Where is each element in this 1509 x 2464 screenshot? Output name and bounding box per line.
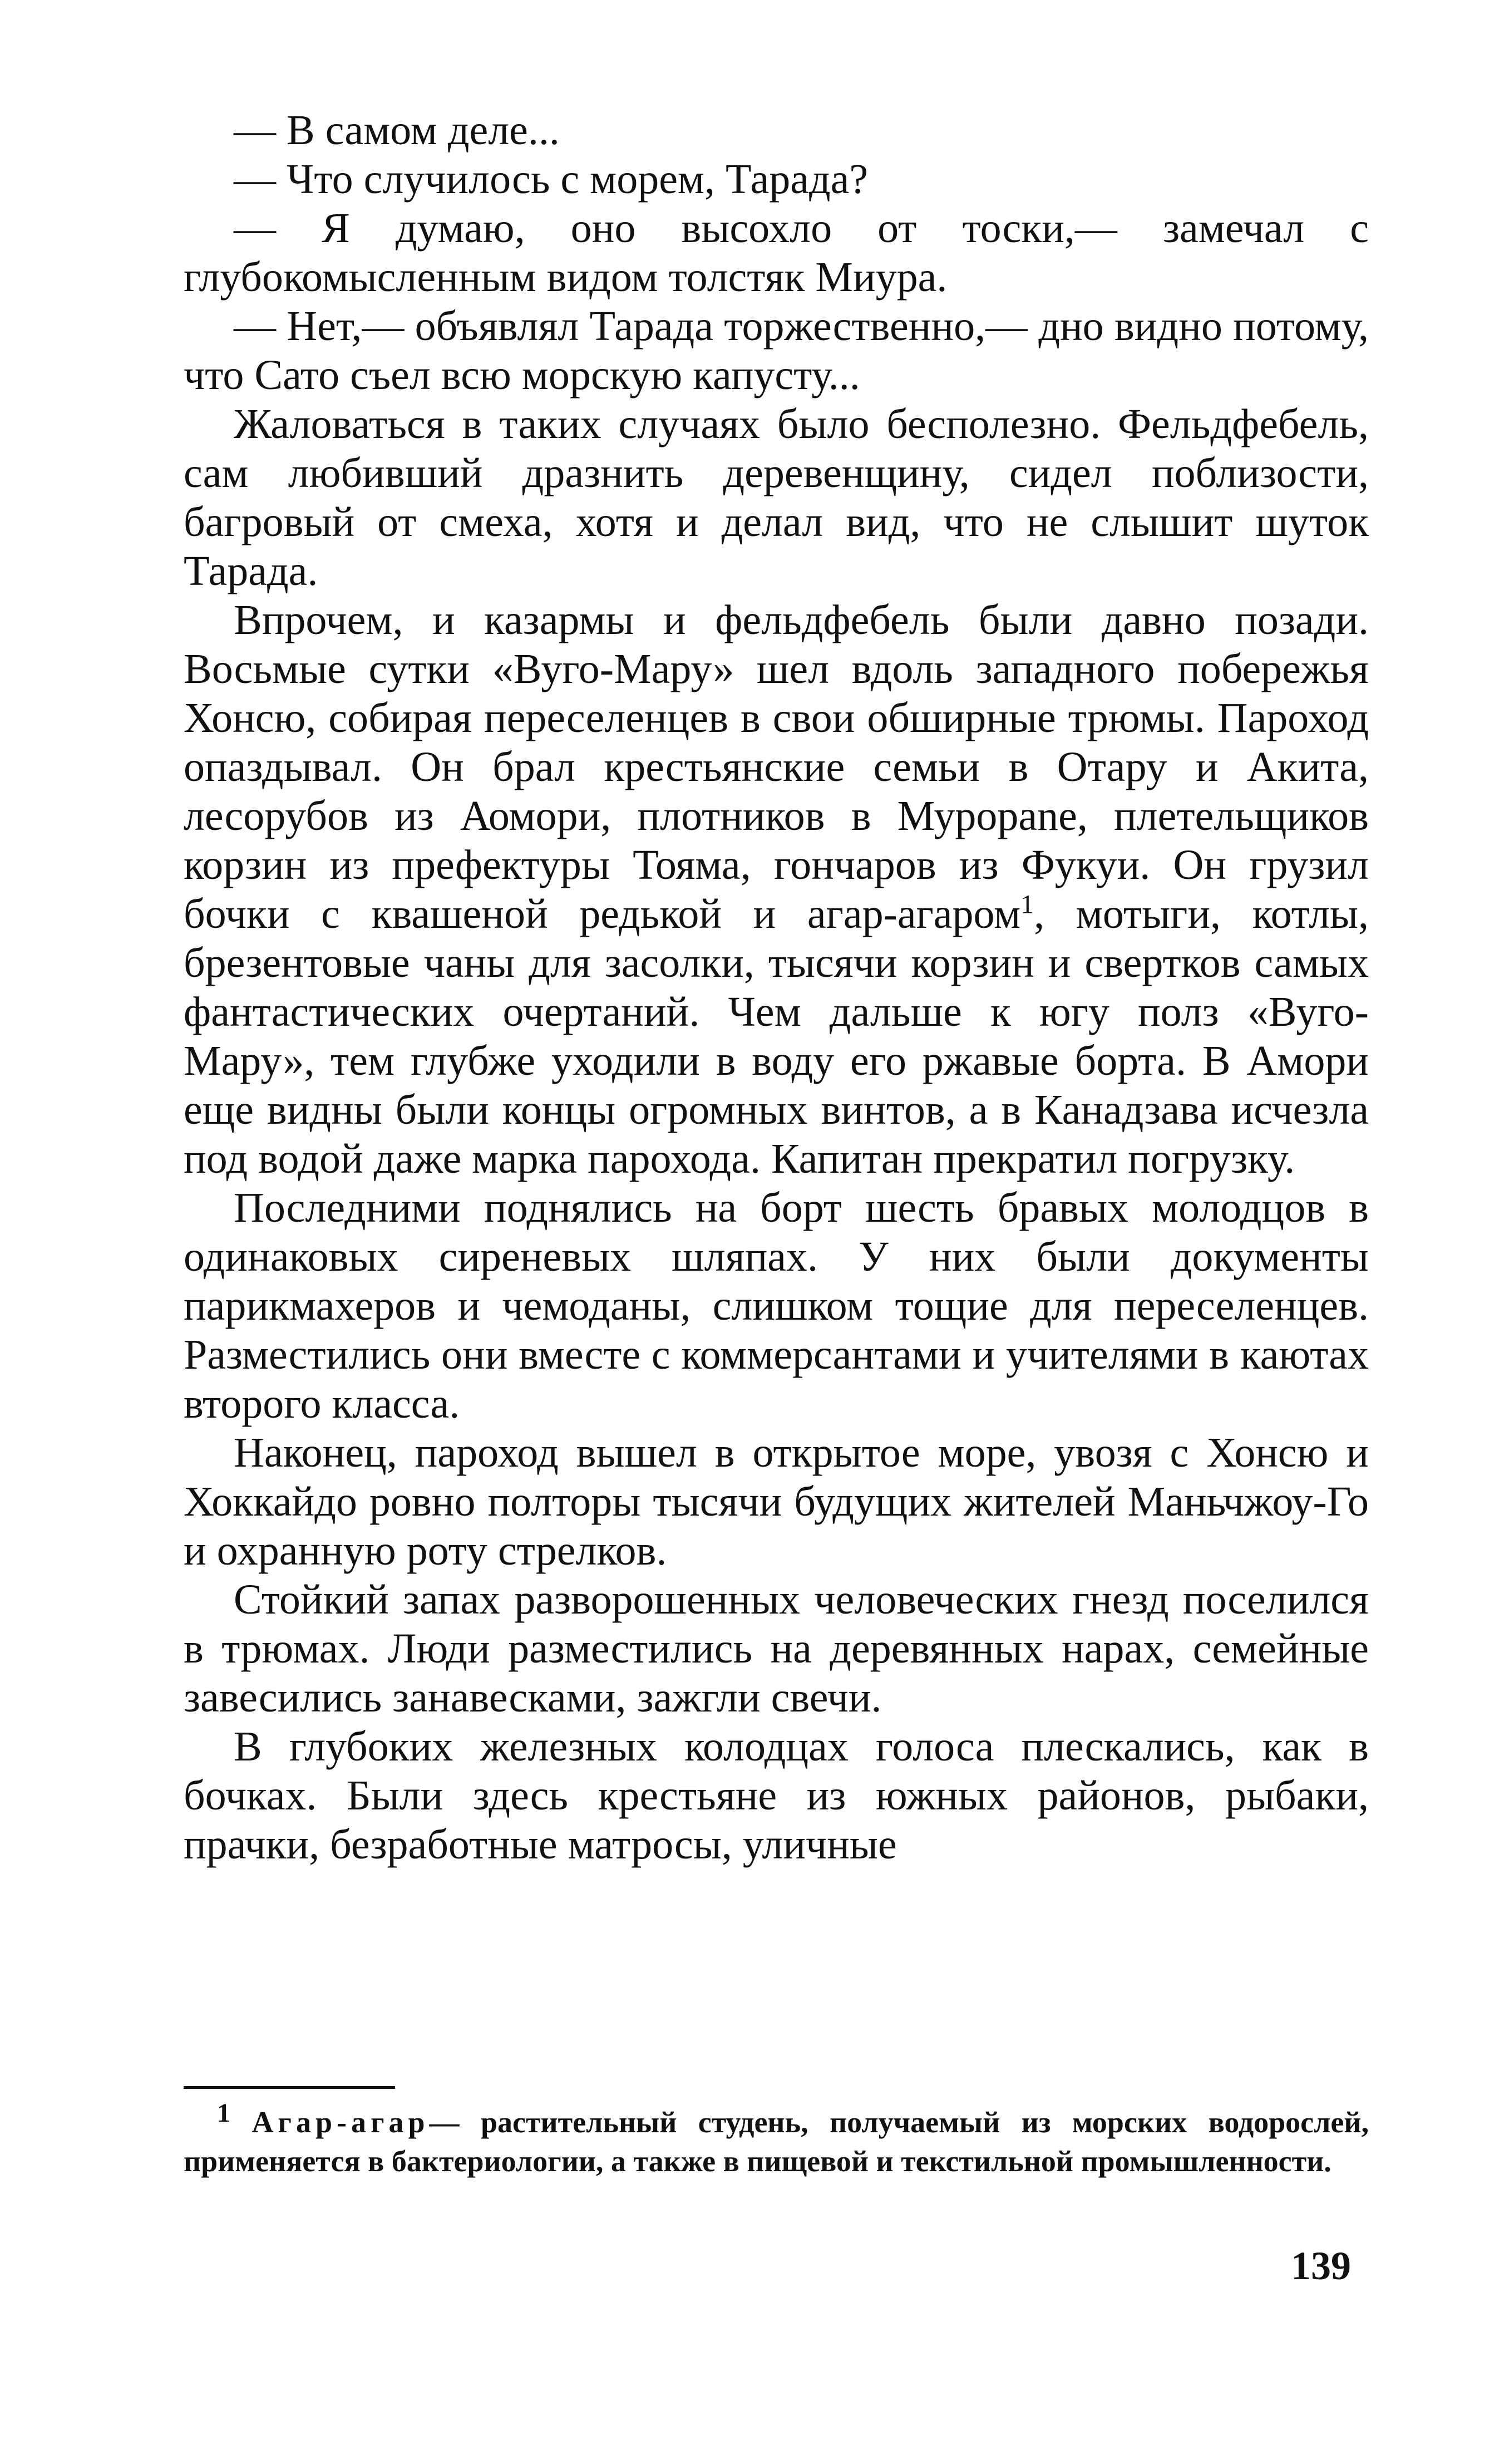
paragraph-9: Стойкий запах разворошенных человеческих гнезд поселился в трюмах. Люди разместились на деревянных нарах, семейные завесились занавесками, зажгли свечи.	[184, 1576, 1369, 1721]
paragraph-6-part-1: Впрочем, и казармы и фельдфебель были давно позади. Восьмые сутки «Вуго-Мару» шел вдоль западного побережья Хонсю, собирая переселенцев в свои обширные трюмы. Пароход опаздывал. Он брал крестьянские семьи в Отару и Акита, лесорубов из Аомори, плотников в Мурорane, плетельщиков корзин из префектуры Тояма, гончаров из Фукуи. Он грузил бочки с квашеной редькой и агар-агаром	[184, 597, 1369, 937]
paragraph-10: В глубоких железных колодцах голоса плескались, как в бочках. Были здесь крестьяне из южных районов, рыбаки, прачки, безработные матросы, уличные	[184, 1723, 1369, 1868]
footnote-reference: 1	[1020, 889, 1034, 919]
body-text	[184, 106, 1369, 1869]
footnote-mark: 1	[217, 2098, 230, 2128]
paragraph-6	[184, 596, 1369, 1183]
paragraph-3: — Я думаю, оно высохло от тоски,— замечал с глубокомысленным видом толстяк Миура.	[184, 205, 1369, 301]
footnote	[184, 2098, 1369, 2181]
footnote-divider	[184, 2086, 395, 2089]
footnote-term: Агар-агар	[251, 2106, 430, 2139]
page-number: 139	[1291, 2244, 1351, 2288]
paragraph-2: — Что случилось с морем, Тарада?	[234, 156, 869, 203]
paragraph-6-part-2: , мотыги, котлы, брезентовые чаны для засолки, тысячи корзин и свертков самых фантастических очертаний. Чем дальше к югу полз «Вуго-Мару», тем глубже уходили в воду его ржавые борта. В Амори еще видны были концы огромных винтов, а в Канадзава исчезла под водой даже марка парохода. Капитан прекратил погрузку.	[184, 891, 1369, 1182]
paragraph-1: — В самом деле...	[234, 107, 560, 154]
paragraph-4: — Нет,— объявлял Тарада торжественно,— дно видно потому, что Сато съел всю морскую капусту...	[184, 303, 1369, 399]
paragraph-5: Жаловаться в таких случаях было бесполезно. Фельдфебель, сам любивший дразнить деревенщину, сидел поблизости, багровый от смеха, хотя и делал вид, что не слышит шуток Тарада.	[184, 401, 1369, 594]
paragraph-7: Последними поднялись на борт шесть бравых молодцов в одинаковых сиреневых шляпах. У них были документы парикмахеров и чемоданы, слишком тощие для переселенцев. Разместились они вместе с коммерсантами и учителями в каютах второго класса.	[184, 1184, 1369, 1427]
paragraph-8: Наконец, пароход вышел в открытое море, увозя с Хонсю и Хоккайдо ровно полторы тысячи будущих жителей Маньчжоу-Го и охранную роту стрелков.	[184, 1429, 1369, 1574]
footnote-text: — растительный студень, получаемый из морских водорослей, применяется в бактериологии, а также в пищевой и текстильной промышленности.	[184, 2106, 1369, 2178]
